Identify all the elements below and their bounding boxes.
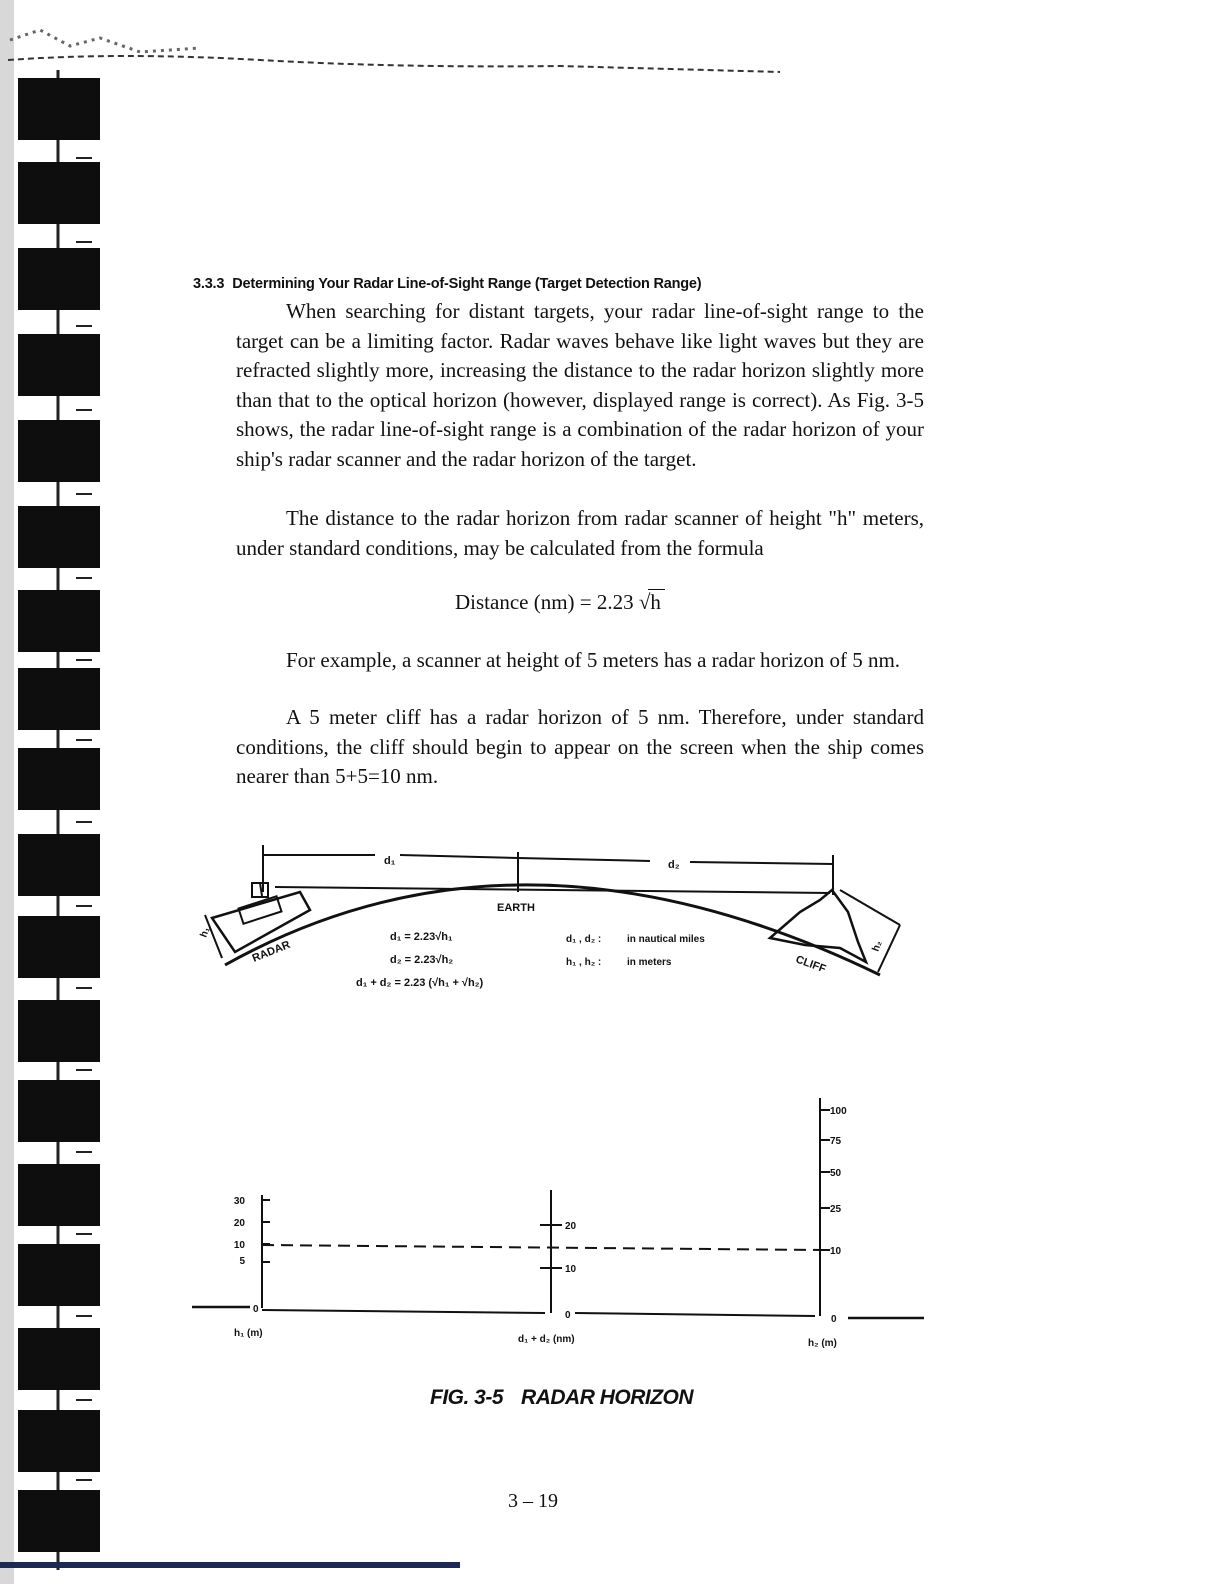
cliff-label: CLIFF: [793, 953, 828, 976]
d2-dimension-line: [518, 858, 650, 861]
h1-axis-label: h₁ (m): [234, 1328, 263, 1339]
paragraph-line-of-sight: When searching for distant targets, your radar line-of-sight range to the target can be a limiting factor. Radar waves behave like light waves but they are refracted slightly more, increasing the distance to the radar horizon slightly more than that to the optical horizon (however, displayed range is correct). As Fig. 3-5 shows, the radar line-of-sight range is a combination of the radar horizon of your ship's radar scanner and the radar horizon of the target.: [236, 299, 924, 471]
h1-tick-label: 10: [233, 1240, 245, 1251]
paragraph-example: For example, a scanner at height of 5 meters has a radar horizon of 5 nm.: [286, 648, 901, 672]
h1-tick-label: 30: [233, 1196, 245, 1207]
note2-vars: h₁ , h₂ :: [566, 957, 602, 968]
note2-unit: in meters: [627, 957, 672, 968]
d-axis-label: d₁ + d₂ (nm): [518, 1334, 575, 1345]
example-dashed-line: [262, 1245, 820, 1250]
line-of-sight: [275, 887, 830, 893]
equation-d1: d₁ = 2.23√h₁: [390, 931, 453, 943]
page-number: 3 – 19: [508, 1490, 558, 1512]
h2-tick-label: 25: [830, 1204, 842, 1215]
formula-radicand: h: [648, 589, 665, 615]
h2-tick-label: 10: [830, 1246, 842, 1257]
d-tick-label: 20: [565, 1221, 577, 1232]
h2-axis-label: h₂ (m): [808, 1338, 837, 1349]
baseline-middle: [262, 1310, 545, 1313]
h2-label: h₂: [870, 939, 885, 954]
h1-tick-label: 0: [253, 1304, 259, 1315]
paragraph-formula-intro: The distance to the radar horizon from radar scanner of height "h" meters, under standard conditions, may be calculated from the formula: [236, 506, 924, 560]
note1-vars: d₁ , d₂ :: [566, 934, 602, 945]
section-number: 3.3.3: [193, 276, 225, 292]
paragraph-cliff: A 5 meter cliff has a radar horizon of 5 nm. Therefore, under standard conditions, the cliff should begin to appear on the screen when the ship comes nearer than 5+5=10 nm.: [236, 705, 924, 788]
horizon-diagram: [205, 845, 900, 975]
formula-lhs: Distance (nm) = 2.23: [455, 590, 634, 614]
equation-d2: d₂ = 2.23√h₂: [390, 954, 454, 966]
h1-tick-label: 5: [239, 1256, 245, 1267]
figure-title: RADAR HORIZON: [521, 1386, 694, 1409]
ship-icon: [212, 883, 310, 952]
section-title: Determining Your Radar Line-of-Sight Range (Target Detection Range): [232, 276, 702, 292]
earth-curve: [225, 885, 880, 975]
note1-unit: in nautical miles: [627, 934, 705, 945]
nomogram: [192, 1098, 924, 1318]
d2-label: d₂: [668, 859, 680, 871]
radar-label: RADAR: [250, 938, 292, 965]
d1-label: d₁: [384, 855, 396, 867]
h1-label: h₁: [198, 925, 213, 940]
h2-tick-label: 50: [830, 1168, 842, 1179]
d-tick-label: 10: [565, 1264, 577, 1275]
h1-tick-label: 20: [233, 1218, 245, 1229]
earth-label: EARTH: [497, 902, 535, 914]
figure-caption: [430, 1386, 693, 1410]
figure-number: FIG. 3-5: [430, 1386, 504, 1409]
h2-tick-label: 100: [830, 1106, 847, 1117]
h2-tick-label: 0: [831, 1314, 837, 1325]
equation-sum: d₁ + d₂ = 2.23 (√h₁ + √h₂): [356, 977, 484, 989]
cliff-icon: [770, 890, 866, 962]
sqrt-sign-icon: √: [638, 590, 651, 614]
h2-tick-label: 75: [830, 1136, 842, 1147]
d-tick-label: 0: [565, 1310, 571, 1321]
